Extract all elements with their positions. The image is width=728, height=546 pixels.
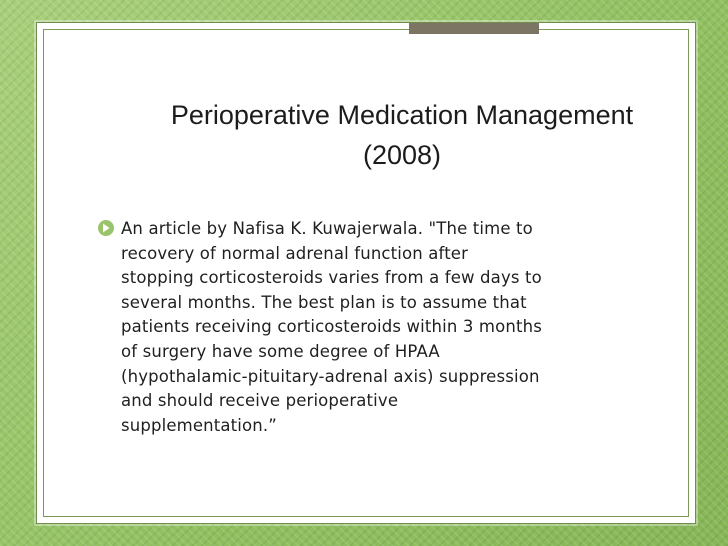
bullet-line: recovery of normal adrenal function after — [121, 243, 469, 263]
bullet-line: several months. The best plan is to assume that — [121, 292, 527, 312]
bullet-arrow-icon — [97, 219, 115, 237]
bullet-line: (hypothalamic-pituitary-adrenal axis) suppression — [121, 366, 540, 386]
slide-title: Perioperative Medication Management (2008) — [170, 100, 634, 170]
bullet-text — [121, 217, 649, 438]
bullet-line: supplementation.” — [121, 415, 277, 435]
slide-panel — [36, 22, 696, 524]
bullet-line: stopping corticosteroids varies from a few days to — [121, 268, 542, 288]
bullet-line: and should receive perioperative — [121, 391, 399, 411]
bullet-line: of surgery have some degree of HPAA — [121, 341, 440, 361]
bullet-line: An article by Nafisa K. Kuwajerwala. "The time to — [121, 219, 533, 238]
top-accent-bar — [409, 23, 539, 34]
bullet-line: patients receiving corticosteroids within 3 months — [121, 317, 542, 337]
